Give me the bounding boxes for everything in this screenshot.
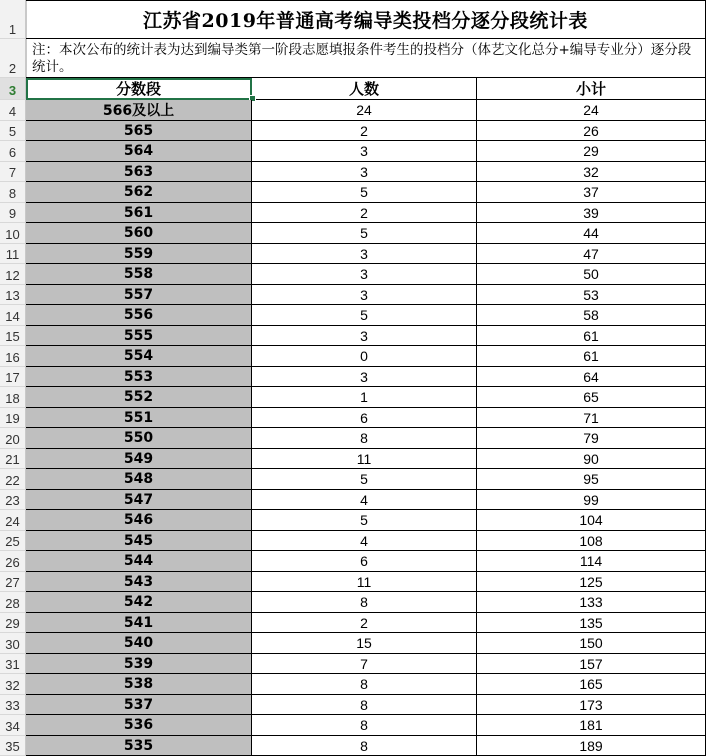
subtotal-cell[interactable]: 189 (477, 736, 706, 756)
row-number[interactable]: 14 (0, 305, 26, 326)
row-number[interactable]: 12 (0, 264, 26, 285)
score-cell[interactable]: 549 (26, 449, 252, 469)
count-cell[interactable]: 8 (252, 715, 477, 736)
table-row (0, 223, 706, 244)
row-number[interactable]: 30 (0, 633, 26, 654)
table-row (0, 510, 706, 531)
subtotal-cell[interactable]: 135 (477, 613, 706, 633)
count-cell[interactable]: 1 (252, 387, 477, 408)
subtotal-cell[interactable]: 99 (477, 490, 706, 510)
count-cell[interactable]: 4 (252, 531, 477, 551)
subtotal-cell[interactable]: 108 (477, 531, 706, 551)
count-cell[interactable]: 7 (252, 654, 477, 674)
row-number[interactable]: 8 (0, 182, 26, 203)
count-cell[interactable]: 2 (252, 121, 477, 141)
row-number[interactable]: 22 (0, 469, 26, 490)
subtotal-cell[interactable]: 71 (477, 408, 706, 428)
subtotal-cell[interactable]: 64 (477, 367, 706, 387)
table-row (0, 387, 706, 408)
count-cell[interactable]: 5 (252, 305, 477, 326)
score-cell[interactable]: 557 (26, 285, 252, 305)
table-row (0, 715, 706, 736)
row-number[interactable]: 31 (0, 654, 26, 674)
table-row (0, 490, 706, 510)
table-row (0, 326, 706, 346)
header-score-cell[interactable]: 分数段 (26, 78, 252, 100)
subtotal-cell[interactable]: 47 (477, 244, 706, 264)
score-cell[interactable]: 545 (26, 531, 252, 551)
sheet-title[interactable]: 江苏省2019年普通高考编导类投档分逐分段统计表 (26, 0, 706, 39)
score-cell[interactable]: 544 (26, 551, 252, 572)
row-number[interactable]: 6 (0, 141, 26, 162)
table-row (0, 305, 706, 326)
subtotal-cell[interactable]: 157 (477, 654, 706, 674)
score-cell[interactable]: 563 (26, 162, 252, 182)
score-cell[interactable]: 554 (26, 346, 252, 367)
row-number[interactable]: 25 (0, 531, 26, 551)
count-cell[interactable]: 5 (252, 182, 477, 203)
score-cell[interactable]: 543 (26, 572, 252, 592)
row-number[interactable]: 19 (0, 408, 26, 428)
row-number[interactable]: 7 (0, 162, 26, 182)
count-cell[interactable]: 15 (252, 633, 477, 654)
table-row (0, 428, 706, 449)
subtotal-cell[interactable]: 65 (477, 387, 706, 408)
row-number[interactable]: 18 (0, 387, 26, 408)
subtotal-cell[interactable]: 104 (477, 510, 706, 531)
subtotal-cell[interactable]: 181 (477, 715, 706, 736)
table-row (0, 203, 706, 223)
subtotal-cell[interactable]: 125 (477, 572, 706, 592)
header-count-cell[interactable]: 人数 (252, 78, 477, 100)
table-row (0, 121, 706, 141)
subtotal-cell[interactable]: 44 (477, 223, 706, 244)
subtotal-cell[interactable]: 114 (477, 551, 706, 572)
score-cell[interactable]: 566及以上 (26, 100, 252, 121)
row-number[interactable]: 32 (0, 674, 26, 695)
subtotal-cell[interactable]: 133 (477, 592, 706, 613)
score-cell[interactable]: 540 (26, 633, 252, 654)
row-number[interactable]: 20 (0, 428, 26, 449)
count-cell[interactable]: 11 (252, 572, 477, 592)
row-number[interactable]: 29 (0, 613, 26, 633)
score-cell[interactable]: 550 (26, 428, 252, 449)
subtotal-cell[interactable]: 165 (477, 674, 706, 695)
count-cell[interactable]: 3 (252, 141, 477, 162)
subtotal-cell[interactable]: 50 (477, 264, 706, 285)
row-number[interactable]: 9 (0, 203, 26, 223)
score-cell[interactable]: 541 (26, 613, 252, 633)
count-cell[interactable]: 3 (252, 326, 477, 346)
subtotal-cell[interactable]: 61 (477, 346, 706, 367)
count-cell[interactable]: 4 (252, 490, 477, 510)
count-cell[interactable]: 3 (252, 367, 477, 387)
score-cell[interactable]: 559 (26, 244, 252, 264)
table-row (0, 244, 706, 264)
count-cell[interactable]: 11 (252, 449, 477, 469)
row-number[interactable]: 13 (0, 285, 26, 305)
row-number[interactable]: 34 (0, 715, 26, 736)
row-number[interactable]: 1 (0, 0, 26, 39)
count-cell[interactable]: 5 (252, 469, 477, 490)
count-cell[interactable]: 6 (252, 408, 477, 428)
table-row (0, 408, 706, 428)
table-row (0, 592, 706, 613)
count-cell[interactable]: 3 (252, 285, 477, 305)
score-cell[interactable]: 547 (26, 490, 252, 510)
table-row (0, 695, 706, 715)
subtotal-cell[interactable]: 95 (477, 469, 706, 490)
count-cell[interactable]: 8 (252, 428, 477, 449)
score-cell[interactable]: 537 (26, 695, 252, 715)
row-number[interactable]: 27 (0, 572, 26, 592)
note-row (0, 39, 706, 78)
subtotal-cell[interactable]: 150 (477, 633, 706, 654)
score-cell[interactable]: 551 (26, 408, 252, 428)
row-number[interactable]: 16 (0, 346, 26, 367)
score-cell[interactable]: 558 (26, 264, 252, 285)
count-cell[interactable]: 3 (252, 162, 477, 182)
table-row (0, 285, 706, 305)
count-cell[interactable]: 2 (252, 613, 477, 633)
row-number[interactable]: 24 (0, 510, 26, 531)
table-row (0, 141, 706, 162)
score-cell[interactable]: 555 (26, 326, 252, 346)
table-row (0, 367, 706, 387)
score-cell[interactable]: 536 (26, 715, 252, 736)
table-row (0, 182, 706, 203)
count-cell[interactable]: 8 (252, 592, 477, 613)
score-cell[interactable]: 538 (26, 674, 252, 695)
score-cell[interactable]: 546 (26, 510, 252, 531)
subtotal-cell[interactable]: 26 (477, 121, 706, 141)
header-row (0, 78, 706, 100)
subtotal-cell[interactable]: 32 (477, 162, 706, 182)
table-row (0, 469, 706, 490)
subtotal-cell[interactable]: 24 (477, 100, 706, 121)
subtotal-cell[interactable]: 90 (477, 449, 706, 469)
subtotal-cell[interactable]: 39 (477, 203, 706, 223)
subtotal-cell[interactable]: 37 (477, 182, 706, 203)
row-number[interactable]: 15 (0, 326, 26, 346)
header-subtotal-cell[interactable]: 小计 (477, 78, 706, 100)
count-cell[interactable]: 5 (252, 223, 477, 244)
count-cell[interactable]: 0 (252, 346, 477, 367)
table-row (0, 162, 706, 182)
table-row (0, 654, 706, 674)
count-cell[interactable]: 8 (252, 674, 477, 695)
table-row (0, 531, 706, 551)
subtotal-cell[interactable]: 53 (477, 285, 706, 305)
score-cell[interactable]: 561 (26, 203, 252, 223)
row-number[interactable]: 10 (0, 223, 26, 244)
score-cell[interactable]: 564 (26, 141, 252, 162)
table-row (0, 613, 706, 633)
count-cell[interactable]: 5 (252, 510, 477, 531)
count-cell[interactable]: 8 (252, 695, 477, 715)
row-number[interactable]: 3 (0, 78, 26, 100)
score-cell[interactable]: 542 (26, 592, 252, 613)
table-row (0, 346, 706, 367)
subtotal-cell[interactable]: 29 (477, 141, 706, 162)
table-row (0, 633, 706, 654)
table-row (0, 572, 706, 592)
score-cell[interactable]: 552 (26, 387, 252, 408)
row-number[interactable]: 11 (0, 244, 26, 264)
count-cell[interactable]: 2 (252, 203, 477, 223)
subtotal-cell[interactable]: 58 (477, 305, 706, 326)
table-row (0, 449, 706, 469)
score-cell[interactable]: 562 (26, 182, 252, 203)
score-cell[interactable]: 556 (26, 305, 252, 326)
subtotal-cell[interactable]: 79 (477, 428, 706, 449)
score-cell[interactable]: 548 (26, 469, 252, 490)
score-cell[interactable]: 565 (26, 121, 252, 141)
table-row (0, 264, 706, 285)
count-cell[interactable]: 3 (252, 264, 477, 285)
subtotal-cell[interactable]: 61 (477, 326, 706, 346)
row-number[interactable]: 21 (0, 449, 26, 469)
count-cell[interactable]: 8 (252, 736, 477, 756)
table-row (0, 674, 706, 695)
row-number[interactable]: 4 (0, 100, 26, 121)
score-cell[interactable]: 560 (26, 223, 252, 244)
subtotal-cell[interactable]: 173 (477, 695, 706, 715)
note-text[interactable]: 注：本次公布的统计表为达到编导类第一阶段志愿填报条件考生的投档分（体艺文化总分+编导专业分）逐分段统计。 (26, 39, 706, 78)
row-number[interactable]: 35 (0, 736, 26, 756)
count-cell[interactable]: 24 (252, 100, 477, 121)
row-number[interactable]: 2 (0, 39, 26, 78)
score-cell[interactable]: 535 (26, 736, 252, 756)
count-cell[interactable]: 6 (252, 551, 477, 572)
row-number[interactable]: 17 (0, 367, 26, 387)
title-row (0, 0, 706, 39)
row-number[interactable]: 28 (0, 592, 26, 613)
row-number[interactable]: 26 (0, 551, 26, 572)
row-number[interactable]: 33 (0, 695, 26, 715)
table-row (0, 551, 706, 572)
row-number[interactable]: 5 (0, 121, 26, 141)
score-cell[interactable]: 553 (26, 367, 252, 387)
score-cell[interactable]: 539 (26, 654, 252, 674)
table-row (0, 736, 706, 756)
count-cell[interactable]: 3 (252, 244, 477, 264)
table-row (0, 100, 706, 121)
row-number[interactable]: 23 (0, 490, 26, 510)
